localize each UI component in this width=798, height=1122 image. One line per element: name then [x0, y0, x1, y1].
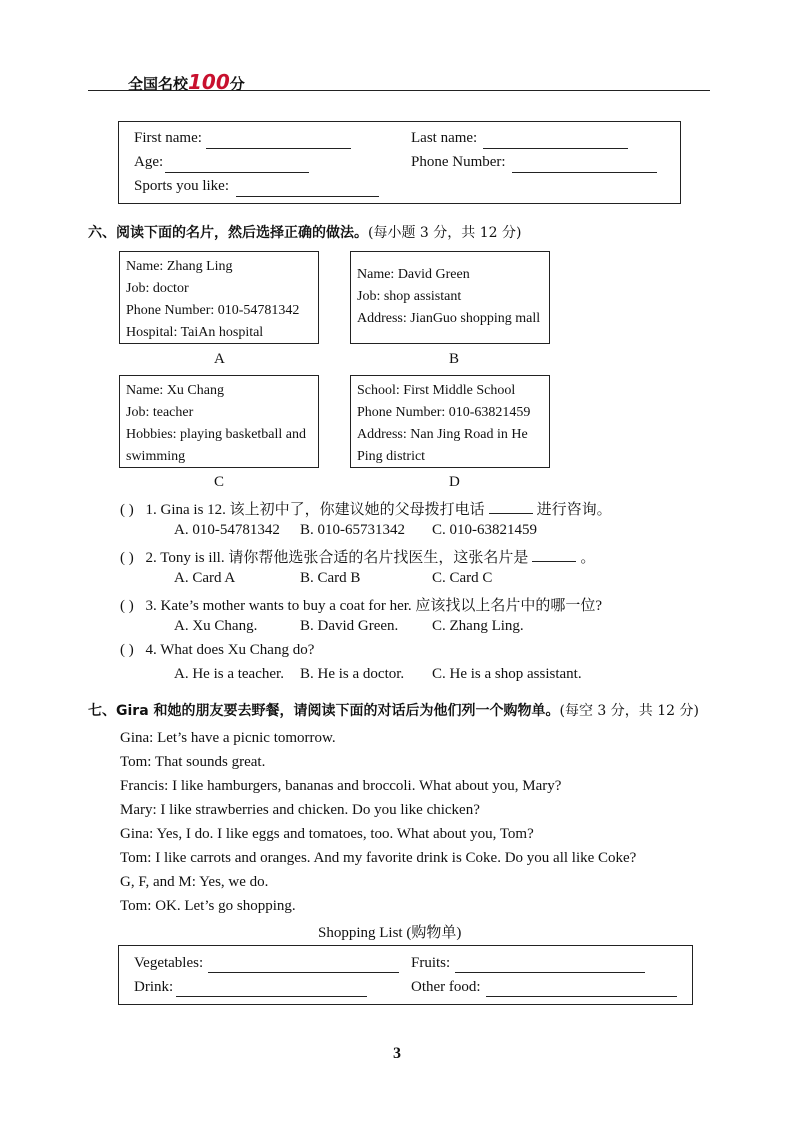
q1-option-a: A. 010-54781342	[174, 522, 280, 538]
header-rule	[88, 90, 710, 91]
header-brand: 100	[188, 70, 230, 94]
card-c-line: Job: teacher	[126, 405, 194, 420]
header-title: 全国名校100分	[128, 70, 245, 94]
card-a	[119, 251, 319, 344]
drink-label: Drink:	[134, 979, 174, 995]
card-c-line: swimming	[126, 449, 186, 464]
dialogue-line: G, F, and M: Yes, we do.	[120, 874, 269, 890]
answer-paren[interactable]: ( )	[120, 598, 134, 614]
age-field[interactable]	[165, 172, 309, 173]
card-c-line: Name: Xu Chang	[126, 383, 224, 398]
dialogue-line: Mary: I like strawberries and chicken. Do you like chicken?	[120, 802, 480, 818]
answer-blank[interactable]	[489, 501, 533, 514]
q3-option-c: C. Zhang Ling.	[432, 618, 524, 634]
answer-blank[interactable]	[532, 549, 576, 562]
dialogue-line: Gina: Let’s have a picnic tomorrow.	[120, 730, 336, 746]
fruits-field[interactable]	[455, 972, 645, 973]
dialogue-line: Gina: Yes, I do. I like eggs and tomatoes, too. What about you, Tom?	[120, 826, 534, 842]
phone-field[interactable]	[512, 172, 657, 173]
card-c-letter: C	[214, 474, 225, 490]
card-c-line: Hobbies: playing basketball and	[126, 427, 307, 442]
answer-paren[interactable]: ( )	[120, 642, 134, 658]
other-food-field[interactable]	[486, 996, 677, 997]
page-number: 3	[393, 1045, 401, 1062]
q3-option-b: B. David Green.	[300, 618, 399, 634]
card-d-line: School: First Middle School	[357, 383, 516, 398]
card-b-line: Job: shop assistant	[357, 289, 462, 304]
question-3: ( ) 3. Kate’s mother wants to buy a coat for her. 应该找以上名片中的哪一位?	[120, 598, 603, 614]
answer-paren[interactable]: ( )	[120, 550, 134, 566]
card-d-line: Ping district	[357, 449, 426, 464]
vegetables-field[interactable]	[208, 972, 399, 973]
vegetables-label: Vegetables:	[134, 955, 204, 971]
card-b-letter: B	[449, 351, 460, 367]
card-a-letter: A	[214, 351, 225, 367]
shopping-list-title: Shopping List (购物单)	[318, 925, 462, 941]
age-label: Age:	[134, 154, 164, 170]
dialogue-line: Tom: OK. Let’s go shopping.	[120, 898, 296, 914]
card-a-line: Hospital: TaiAn hospital	[126, 325, 264, 340]
q2-option-a: A. Card A	[174, 570, 236, 586]
first-name-field[interactable]	[206, 148, 351, 149]
card-d-line: Phone Number: 010-63821459	[357, 405, 531, 420]
section7-heading: 七、Gira 和她的朋友要去野餐，请阅读下面的对话后为他们列一个购物单。(每空 3 分，共 12 分)	[88, 703, 699, 719]
card-b-line: Address: JianGuo shopping mall	[357, 311, 541, 326]
dialogue-line: Francis: I like hamburgers, bananas and broccoli. What about you, Mary?	[120, 778, 562, 794]
card-b	[350, 251, 550, 344]
answer-paren[interactable]: ( )	[120, 502, 134, 518]
phone-label: Phone Number:	[411, 154, 506, 170]
last-name-label: Last name:	[411, 130, 478, 146]
sports-field[interactable]	[236, 196, 379, 197]
dialogue-line: Tom: That sounds great.	[120, 754, 266, 770]
card-d-line: Address: Nan Jing Road in He	[357, 427, 528, 442]
other-food-label: Other food:	[411, 979, 481, 995]
question-2: ( ) 2. Tony is ill. 请你帮他选张合适的名片找医生，这张名片是 。	[120, 550, 596, 566]
q4-option-a: A. He is a teacher.	[174, 666, 284, 682]
section6-heading: 六、阅读下面的名片，然后选择正确的做法。(每小题 3 分，共 12 分)	[88, 225, 522, 241]
q1-option-c: C. 010-63821459	[432, 522, 537, 538]
card-b-line: Name: David Green	[357, 267, 470, 282]
q4-option-b: B. He is a doctor.	[300, 666, 405, 682]
card-a-line: Phone Number: 010-54781342	[126, 303, 300, 318]
q2-option-b: B. Card B	[300, 570, 361, 586]
first-name-label: First name:	[134, 130, 202, 146]
drink-field[interactable]	[176, 996, 367, 997]
fruits-label: Fruits:	[411, 955, 451, 971]
sports-label: Sports you like:	[134, 178, 230, 194]
card-d	[350, 375, 550, 468]
card-d-letter: D	[449, 474, 460, 490]
card-a-line: Job: doctor	[126, 281, 189, 296]
last-name-field[interactable]	[483, 148, 628, 149]
card-c	[119, 375, 319, 468]
question-4: ( ) 4. What does Xu Chang do?	[120, 642, 315, 658]
question-1: ( ) 1. Gina is 12. 该上初中了，你建议她的父母拨打电话 进行咨询。	[120, 502, 612, 518]
q2-option-c: C. Card C	[432, 570, 493, 586]
dialogue-line: Tom: I like carrots and oranges. And my favorite drink is Coke. Do you all like Coke?	[120, 850, 637, 866]
q3-option-a: A. Xu Chang.	[174, 618, 258, 634]
card-a-line: Name: Zhang Ling	[126, 259, 233, 274]
q4-option-c: C. He is a shop assistant.	[432, 666, 582, 682]
q1-option-b: B. 010-65731342	[300, 522, 405, 538]
